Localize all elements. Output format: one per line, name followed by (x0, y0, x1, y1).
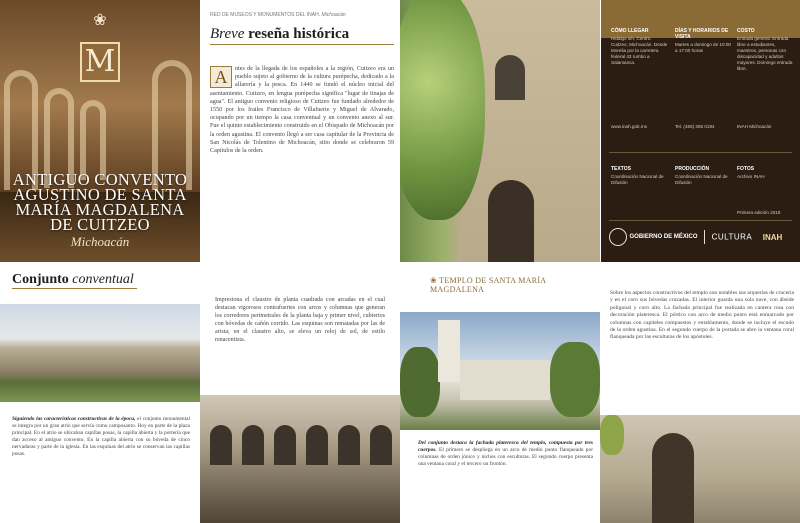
info-web[interactable]: www.inah.gob.mx (611, 124, 648, 129)
logos-row (609, 228, 794, 254)
dropcap: A (210, 66, 232, 88)
info-label: DÍAS Y HORARIOS DE VISITA (675, 28, 729, 40)
logo-inah: INAH (762, 232, 783, 242)
cloister-arch (210, 425, 232, 465)
arch-decoration (80, 100, 106, 180)
info-text: Archivo INAH (737, 174, 765, 179)
info-credits-photos (737, 166, 795, 180)
info-text: Coordinación Nacional de Difusión (611, 174, 664, 185)
kicker-text: RED DE MUSEOS Y MONUMENTOS DEL INAH (210, 12, 319, 18)
info-label: CÓMO LLEGAR (611, 28, 649, 34)
cloister-text: Impresiona el claustro de planta cuadrada con arcadas en el cual destacan vigorosos contrafuertes con arcos y columnas que generan los corredores perimetrales de la planta baja y primer nivel, cubiertos con bóvedas de cañón corrido. Las esquinas son rematadas por las de arista; en el claustro alto, se eleva un reloj de sol, de estilo renacentista. (215, 297, 385, 343)
church-nave (460, 360, 550, 400)
logo-cultura: CULTURA (711, 232, 753, 242)
caption-text: El primero se despliega en un arco de medio punto flanqueado por columnas de orden jónico y nichos con esculturas. El segundo cuerpo presenta una ventana coral y el tercero un frontón. (418, 447, 593, 467)
article-kicker: RED DE MUSEOS Y MONUMENTOS DEL INAH. Michoacán (210, 12, 346, 18)
cloister-arch (306, 425, 328, 465)
article-body (210, 65, 394, 155)
info-text: Entrada general. Entrada libre a estudiantes, maestros, personas con discapacidad y adultos mayores. Domingo entrada libre. (737, 36, 793, 71)
seal-icon (609, 228, 627, 246)
kicker-sub: Michoacán (321, 12, 346, 18)
heading-rest: reseña histórica (244, 26, 350, 42)
info-panel (601, 0, 800, 262)
info-label: FOTOS (737, 166, 755, 172)
bell-tower (438, 320, 460, 382)
conjunto-section (0, 266, 200, 523)
tree (600, 415, 624, 455)
church-window (495, 55, 525, 100)
info-how-to-arrive (611, 28, 669, 66)
cover-monogram: M (80, 42, 120, 82)
templo-caption (418, 440, 593, 468)
heading-bold: Conjunto (12, 272, 69, 287)
caption-text: el conjunto monumental se integra por un gran atrio que servía como camposanto. Hoy en parte de la plaza principal. En el atrio se ubicaban capillas posas, la capilla abierta y la portería que dan acceso al antiguo convento. En la capilla abierta con su bóveda de cinco nervaduras y parte de la iglesia. En las esquinas del atrio se conservan las capillas posas. (12, 416, 191, 457)
article-body-text: ntes de la llegada de los españoles a la región, Cuitzeo era un pueblo sujeto al gobierno de la cultura purépecha, dedicado a la alfarería y la pesca. En 1440 se fundó el núcleo inicial del asentamiento. Cuitzeo, en lengua purépecha significa "lugar de tinajas de agua". El antiguo convento religioso de Cuitzeo fue fundado alrededor de 1550 por los frailes Francisco de Villafuerte y Miguel de Alvarado, ocupando por un tiempo la casa conventual y un convento anexo al sur. Fue el quinto establecimiento construido en el Obispado de Michoacán por la orden agustina. El convento llegó a ser casa capitular de la Provincia de San Nicolás de Tolentino de Michoacán, sitio donde se celebraron 59 Capítulos de la orden. (210, 66, 394, 155)
fleur-icon: ❀ (430, 276, 440, 285)
church-door (488, 180, 534, 262)
divider (609, 152, 792, 153)
cloister-arch (338, 425, 360, 465)
info-social[interactable]: INAH Michoacán (737, 124, 772, 129)
templo-heading-text: TEMPLO DE SANTA MARÍA MAGDALENA (430, 276, 546, 294)
cloister-arch (370, 425, 392, 465)
info-text: Hidalgo s/n, Centro. Cuitzeo, Michoacán. Desde Morelia por la carretera federal 43 rumbo a Salamanca. (611, 36, 668, 65)
caption-bold: Siguiendo las características constructivas de la época, (12, 416, 136, 422)
info-credits-texts (611, 166, 669, 186)
info-credits-production (675, 166, 733, 186)
fleur-icon: ❀ (93, 12, 107, 29)
tree (400, 0, 485, 220)
info-cost (737, 28, 795, 72)
heading-italic: Breve (210, 26, 245, 42)
conjunto-heading (12, 272, 134, 288)
history-article (206, 0, 398, 262)
heading-italic: conventual (68, 272, 134, 287)
templo-photo (400, 312, 600, 430)
info-edition: Primera edición 2018 (737, 210, 781, 215)
cloister-arch (274, 425, 296, 465)
logo-divider (704, 230, 705, 244)
info-phone: Tel. (455) 355 0194 (675, 124, 715, 129)
info-label: COSTO (737, 28, 755, 34)
article-heading (210, 26, 394, 45)
cover-subtitle: Michoacán (70, 234, 130, 249)
info-label: TEXTOS (611, 166, 631, 172)
info-label: PRODUCCIÓN (675, 166, 710, 172)
courtyard-photo (0, 304, 200, 402)
cover-panel (0, 0, 200, 262)
facade-photo (600, 415, 800, 523)
templo-heading (430, 276, 590, 294)
info-text: Martes a domingo de 10:00 a 17:00 horas (675, 42, 731, 53)
divider (609, 220, 792, 221)
info-text: Coordinación Nacional de Difusión (675, 174, 728, 185)
cloister-photo (200, 395, 400, 523)
cover-title: ANTIGUO CONVENTO AGUSTINO DE SANTA MARÍA MAGDALENA DE CUITZEO (12, 170, 188, 234)
tree (400, 347, 440, 417)
heading-rule (12, 288, 137, 289)
church-door (652, 433, 694, 523)
tree (550, 342, 600, 417)
caption-bold: Del conjunto destaca la fachada plateresca del templo, compuesta por tres cuerpos. (418, 440, 593, 453)
conjunto-caption (12, 416, 190, 458)
church-photo (400, 0, 600, 262)
info-hours (675, 28, 733, 54)
cloister-arch (242, 425, 264, 465)
logo-gobierno: GOBIERNO DE MÉXICO (629, 234, 698, 240)
templo-body-text: Sobre los aspectos constructivos del templo son notables sus arquerías de crucería y en el coro sus bóvedas cruzadas. El interior guarda una sola nave, con ábside poligonal y coro alto. La fachada principal fue realizada en cantera rosa con decoración plateresca. El pórtico con arco de medio punto está enmarcado por columnas con capiteles compuestos y entablamento, donde se incluye el escudo de la orden agustina. En el segundo cuerpo de la portada se abre la ventana coral flanqueada por las esculturas de los apóstoles. (610, 290, 794, 341)
